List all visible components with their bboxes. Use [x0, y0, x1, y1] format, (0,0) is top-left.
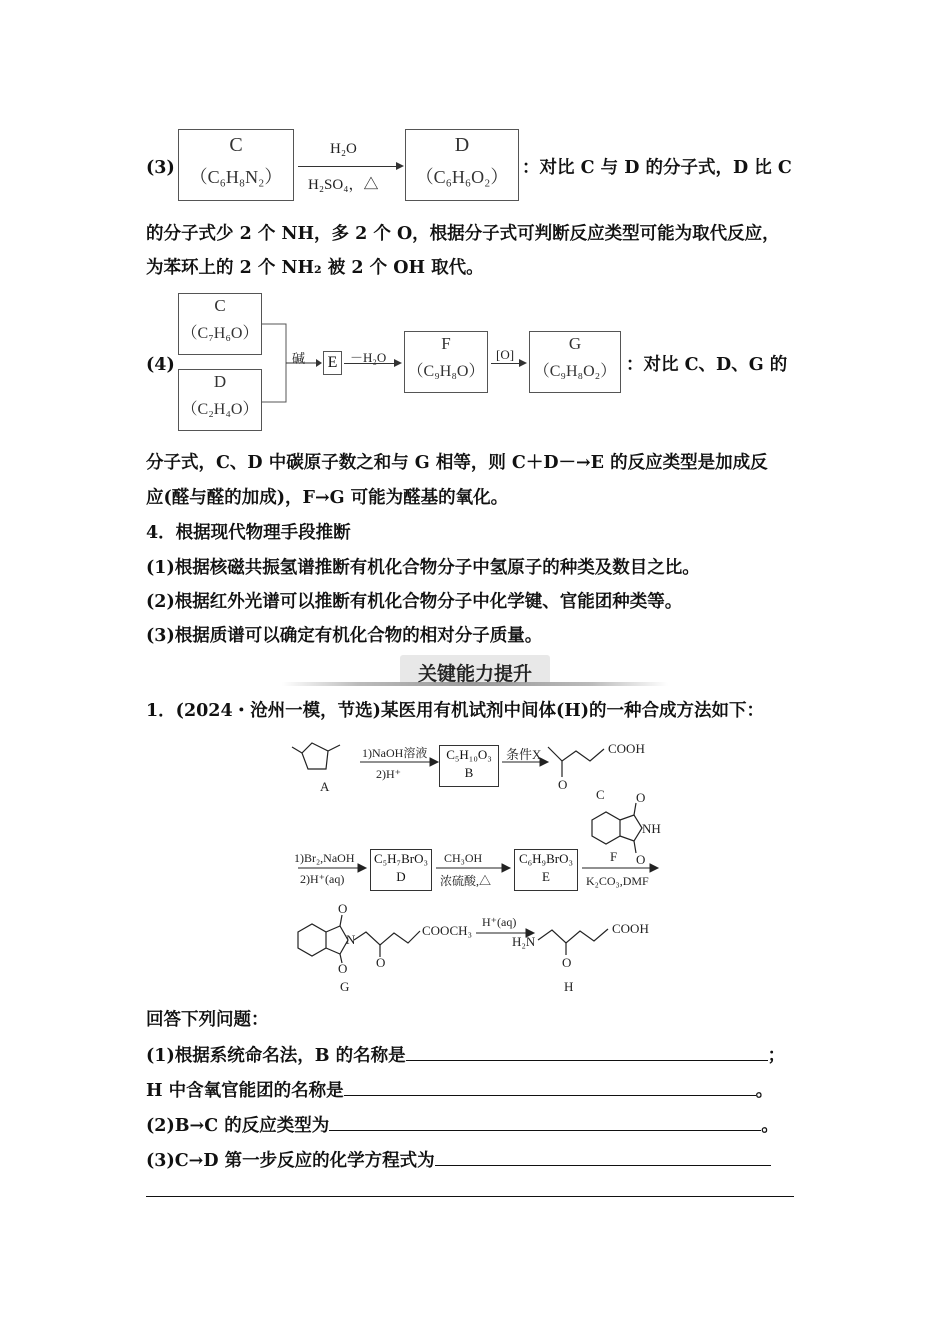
step1-reagent-bottom: 2)H⁺ [376, 767, 401, 781]
part1b-prompt: H 中含氧官能团的名称是 [146, 1081, 344, 1101]
compound-c-name: C [229, 134, 243, 156]
compound-d-name: D [454, 134, 470, 156]
part3-prompt: (3)C→D 第一步反应的化学方程式为 [146, 1151, 435, 1171]
answer-blank-equation-line1[interactable] [435, 1151, 771, 1166]
step6-reagent: H⁺(aq) [482, 915, 517, 929]
label-h: H [564, 979, 574, 994]
item-4-comparison: ：对比 C、D、G 的 [626, 355, 788, 375]
h-ketone-oxygen: O [562, 955, 572, 970]
f-nh-label: NH [642, 821, 661, 836]
g-nitrogen: N [346, 932, 356, 947]
question-1-part1a [146, 1046, 785, 1066]
answer-intro: 回答下列问题： [146, 1010, 269, 1030]
banner-title: 关键能力提升 [417, 663, 532, 685]
part1b-end: 。 [755, 1081, 774, 1101]
compound-c7-formula: （C₇H₆O） [181, 325, 259, 342]
section-4-p3: (3)根据质谱可以确定有机化合物的相对分子质量。 [146, 626, 543, 646]
g-imide [326, 926, 348, 954]
item-3-line3: 为苯环上的 2 个 NH₂ 被 2 个 OH 取代。 [146, 258, 484, 278]
label-a: A [320, 779, 330, 794]
compound-d2-formula: （C₂H₄O） [181, 401, 259, 418]
question-1-part3 [146, 1151, 771, 1171]
step3-reagent-top: 1)Br₂,NaOH [294, 851, 355, 865]
question-1-part1b [146, 1081, 773, 1101]
step1-reagent-top: 1)NaOH溶液 [362, 746, 428, 760]
label-f: F [610, 849, 618, 864]
arrow-bottom-label: H₂SO₄，△ [308, 177, 379, 193]
arrow-c-d-head [358, 864, 366, 872]
compound-d-scheme-box [370, 849, 432, 891]
g-chain [354, 931, 420, 945]
part1a-end: ； [767, 1046, 786, 1066]
arrow-e-f [344, 363, 400, 364]
f-oxygen-top: O [636, 790, 646, 805]
compound-f-name: F [441, 334, 451, 353]
step3-reagent-bottom: 2)H⁺(aq) [300, 872, 345, 886]
compound-b-box [439, 745, 499, 787]
lactone-ring [302, 743, 328, 769]
label-g: G [340, 979, 350, 994]
compound-d-formula-scheme: C₅H₇BrO₃ [373, 851, 429, 866]
compound-c7-name: C [214, 296, 226, 315]
item-4-line3: 应(醛与醛的加成)，F→G 可能为醛基的氧化。 [146, 488, 509, 508]
compound-g-box [529, 331, 621, 393]
section-banner [282, 655, 668, 689]
compound-d-label: D [396, 869, 406, 884]
arrow-f-g [491, 363, 525, 364]
compound-e-label: E [542, 869, 550, 884]
g-oxygen-bottom: O [338, 961, 348, 976]
compound-d-formula: （C₆H₆O₂） [415, 167, 509, 187]
part2-end: 。 [761, 1116, 779, 1136]
question-1-part2 [146, 1116, 779, 1136]
item-4-number: (4) [146, 355, 175, 375]
compound-e-box: E [323, 351, 342, 375]
answer-blank-reaction-type[interactable] [329, 1116, 761, 1131]
dehydration-label: －H₂O [350, 350, 387, 365]
compound-d2-name: D [213, 372, 227, 391]
base-label: 碱 [292, 351, 306, 366]
methyl-bond [292, 747, 302, 753]
arrow-top-label: H₂O [330, 141, 357, 157]
compound-e-formula: C₆H₉BrO₃ [518, 851, 574, 866]
h-chain [538, 929, 608, 943]
section-4-heading: 4．根据现代物理手段推断 [146, 523, 351, 543]
compound-f-box [404, 331, 488, 393]
section-4-p2: (2)根据红外光谱可以推断有机化合物分子中化学键、官能团种类等。 [146, 592, 683, 612]
g-ester-label: COOCH₃ [422, 923, 473, 938]
arrow-d-e-head [502, 864, 510, 872]
g-ketone-oxygen: O [376, 955, 386, 970]
part1a-prompt: (1)根据系统命名法，B 的名称是 [146, 1046, 406, 1066]
answer-blank-h-groups[interactable] [344, 1081, 756, 1096]
carbonyl-bond [328, 745, 340, 751]
f-oxygen-bottom: O [636, 852, 646, 867]
h-cooh-label: COOH [612, 921, 649, 936]
step4-reagent-bottom: 浓硫酸,△ [440, 874, 492, 888]
oxidation-label: [O] [496, 347, 515, 362]
compound-g-formula: （C₉H₈O₂） [533, 363, 617, 380]
answer-blank-equation-line2[interactable] [146, 1196, 794, 1197]
item-3-line2: 的分子式少 2 个 NH，多 2 个 O，根据分子式可判断反应类型可能为取代反应， [146, 224, 780, 244]
f-benzene [592, 812, 620, 844]
h-amine-label: H₂N [512, 934, 536, 949]
item-4-line2: 分子式，C、D 中碳原子数之和与 G 相等，则 C＋D－→E 的反应类型是加成反 [146, 453, 768, 473]
c-cooh-label: COOH [608, 741, 645, 756]
arrow-e-g-head [650, 864, 658, 872]
c-chain [548, 747, 604, 761]
question-1-intro: 1．(2024・沧州一模，节选)某医用有机试剂中间体(H)的一种合成方法如下： [146, 701, 765, 721]
compound-g-name: G [568, 334, 582, 353]
step5-reagent: K₂CO₃,DMF [586, 874, 649, 888]
synthesis-scheme [290, 735, 670, 995]
compound-f-formula: （C₉H₈O） [407, 363, 485, 380]
step2-condition: 条件X [506, 747, 542, 762]
compound-b-label: B [464, 765, 474, 780]
g-benzene [298, 924, 326, 956]
f-imide [620, 815, 642, 841]
part2-prompt: (2)B→C 的反应类型为 [146, 1116, 330, 1136]
compound-d-box [405, 129, 519, 201]
item-3-comparison: ：对比 C 与 D 的分子式，D 比 C [522, 158, 792, 178]
section-4-p1: (1)根据核磁共振氢谱推断有机化合物分子中氢原子的种类及数目之比。 [146, 558, 700, 578]
compound-e-scheme-box [514, 849, 578, 891]
answer-blank-b-name[interactable] [406, 1046, 768, 1061]
step4-reagent-top: CH₃OH [444, 851, 483, 865]
compound-b-formula: C₅H₁₀O₃ [446, 747, 492, 762]
compound-c7-box [178, 293, 262, 355]
g-oxygen-top: O [338, 901, 348, 916]
compound-c-formula: （C₆H₈N₂） [189, 167, 283, 187]
reaction-arrow [298, 166, 402, 167]
label-c: C [596, 787, 605, 802]
compound-d2-box [178, 369, 262, 431]
item-3-number: (3) [146, 158, 175, 178]
compound-c-box [178, 129, 294, 201]
arrow-a-b-head [430, 758, 438, 766]
c-oxygen-label: O [558, 777, 568, 792]
